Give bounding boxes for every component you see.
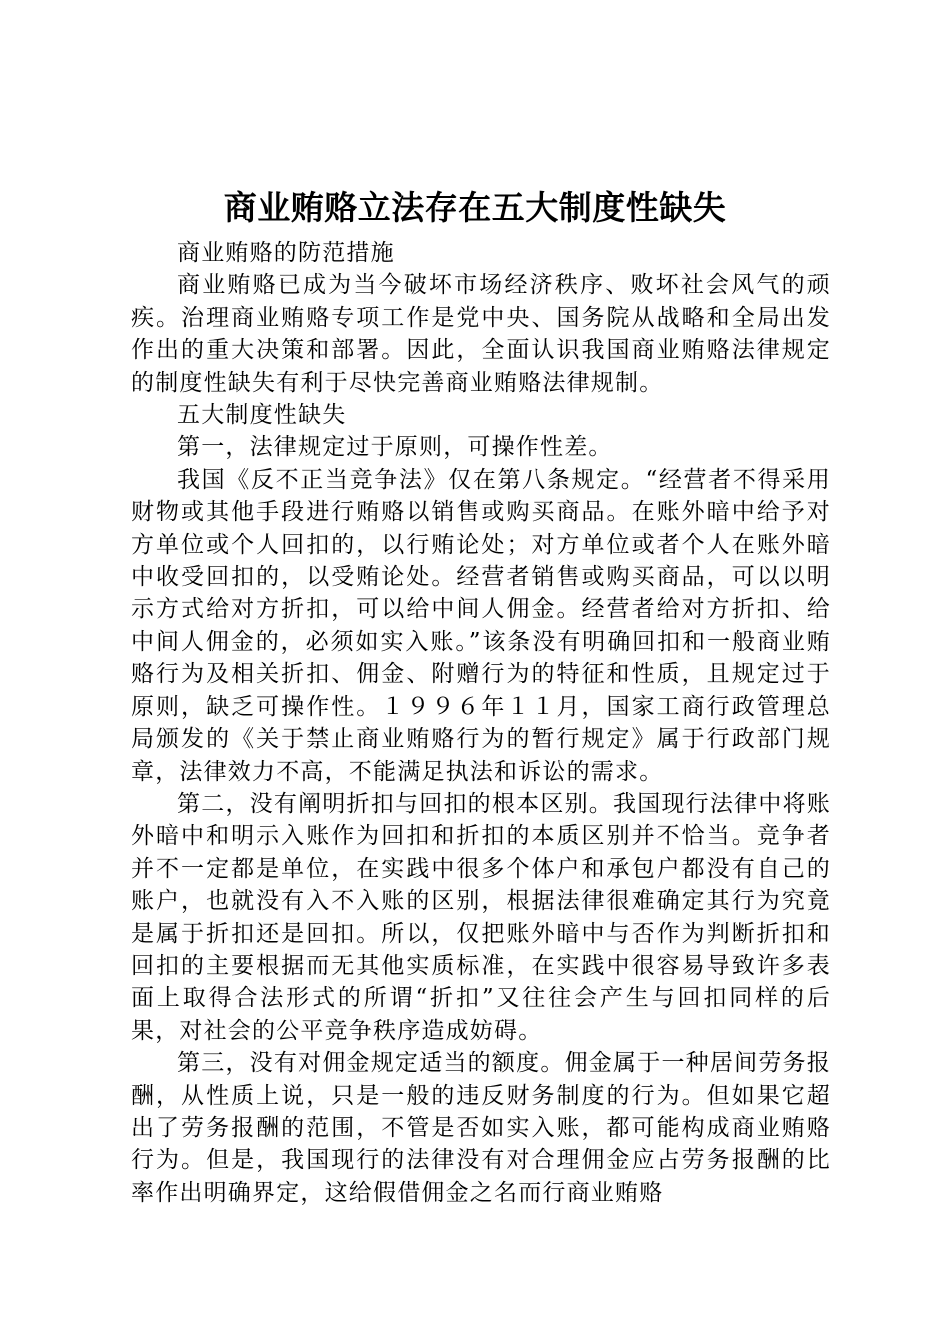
document-title: 商业贿赂立法存在五大制度性缺失 (223, 188, 727, 227)
paragraph-subheading-deficiencies: 五大制度性缺失 (177, 402, 347, 429)
paragraph-intro: 商业贿赂已成为当今破坏市场经济秩序、败坏社会风气的顽疾。治理商业贿赂专项工作是党中央、国务院从战略和全局出发作出的重大决策和部署。因此，全面认识我国商业贿赂法律规定的制度性缺失有利于尽快完善商业贿赂法律规制。 (131, 272, 831, 396)
paragraph-law-article: 我国《反不正当竞争法》仅在第八条规定。“经营者不得采用财物或其他手段进行贿赂以销售或购买商品。在账外暗中给予对方单位或个人回扣的，以行贿论处；对方单位或者个人在账外暗中收受回扣的，以受贿论处。经营者销售或购买商品，可以以明示方式给对方折扣，可以给中间人佣金。经营者给对方折扣、给中间人佣金的，必须如实入账。”该条没有明确回扣和一般商业贿赂行为及相关折扣、佣金、附赠行为的特征和性质，且规定过于原则，缺乏可操作性。１９９６年１１月，国家工商行政管理总局颁发的《关于禁止商业贿赂行为的暂行规定》属于行政部门规章，法律效力不高，不能满足执法和诉讼的需求。 (131, 466, 831, 785)
paragraph-point-three: 第三，没有对佣金规定适当的额度。佣金属于一种居间劳务报酬，从性质上说，只是一般的违反财务制度的行为。但如果它超出了劳务报酬的范围，不管是否如实入账，都可能构成商业贿赂行为。但是，我国现行的法律没有对合理佣金应占劳务报酬的比率作出明确界定，这给假借佣金之名而行商业贿赂 (131, 1050, 831, 1206)
paragraph-subheading-prevention: 商业贿赂的防范措施 (177, 240, 395, 266)
paragraph-point-one: 第一，法律规定过于原则，可操作性差。 (177, 434, 613, 461)
document-body (131, 237, 831, 1209)
paragraph-point-two: 第二，没有阐明折扣与回扣的根本区别。我国现行法律中将账外暗中和明示入账作为回扣和折扣的本质区别并不恰当。竞争者并不一定都是单位，在实践中很多个体户和承包户都没有自己的账户，也就没有入不入账的区别，根据法律很难确定其行为究竟是属于折扣还是回扣。所以，仅把账外暗中与否作为判断折扣和回扣的主要根据而无其他实质标准，在实践中很容易导致许多表面上取得合法形式的所谓“折扣”又往往会产生与回扣同样的后果，对社会的公平竞争秩序造成妨碍。 (131, 790, 831, 1044)
